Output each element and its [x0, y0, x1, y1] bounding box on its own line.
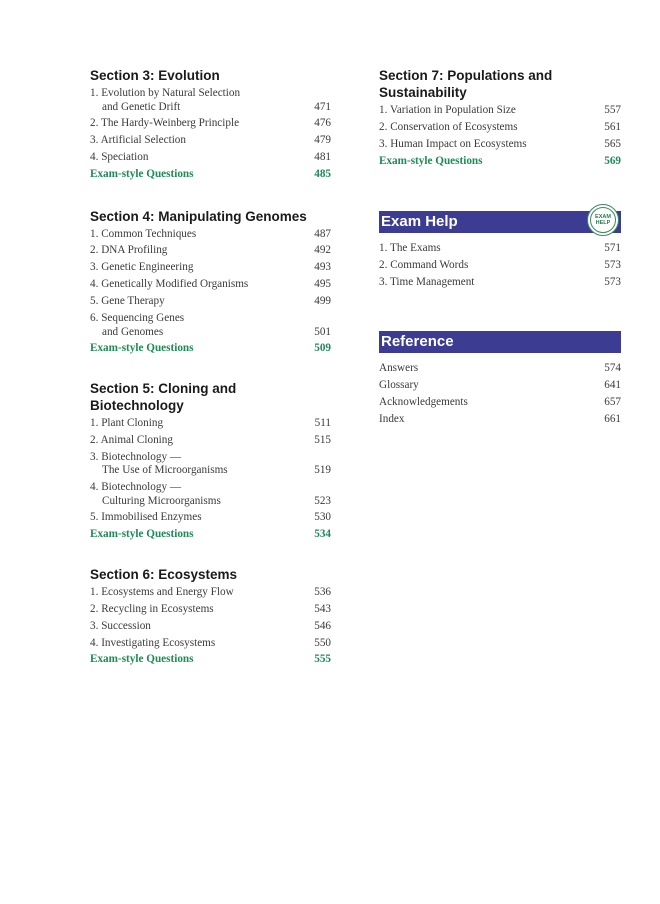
toc-entry[interactable]	[379, 242, 621, 256]
section-title-line1: Section 5: Cloning and	[90, 380, 237, 396]
section-title	[90, 380, 331, 414]
toc-entry[interactable]	[90, 603, 331, 617]
entry-label: Exam-style Questions	[90, 168, 194, 181]
section-5	[90, 380, 331, 542]
toc-entry[interactable]	[90, 151, 331, 165]
entry-label: 1. Evolution by Natural Selection	[90, 87, 241, 99]
page-number: 509	[314, 342, 331, 355]
page-number: 523	[314, 494, 331, 507]
badge-text-line1: EXAM	[595, 214, 611, 221]
page-number: 536	[314, 585, 331, 598]
page-number: 481	[314, 151, 331, 164]
entry-label: 6. Sequencing Genes	[90, 312, 185, 325]
entry-label: 1. The Exams	[379, 242, 441, 255]
entry-label: 2. Command Words	[379, 259, 469, 272]
toc-entry[interactable]	[90, 278, 331, 292]
entry-label: 2. Recycling in Ecosystems	[90, 602, 214, 615]
entry-label: 3. Succession	[90, 619, 151, 632]
entry-label: Index	[379, 413, 405, 426]
exam-help-badge-icon	[587, 204, 619, 236]
section-6	[90, 566, 331, 667]
entry-label: 1. Variation in Population Size	[379, 104, 516, 116]
entry-label: 3. Artificial Selection	[90, 134, 186, 147]
page-number: 471	[314, 100, 331, 113]
exam-questions-entry[interactable]	[90, 528, 331, 542]
exam-questions-entry[interactable]	[90, 653, 331, 667]
page-number: 543	[314, 602, 331, 615]
exam-help-section	[379, 211, 621, 289]
page-number: 530	[314, 511, 331, 524]
entry-label: Exam-style Questions	[90, 528, 194, 541]
entry-label-cont: Culturing Microorganisms	[102, 494, 221, 507]
entry-label: Exam-style Questions	[90, 653, 194, 666]
reference-section	[379, 331, 621, 426]
entry-label: 4. Genetically Modified Organisms	[90, 278, 249, 291]
toc-entry[interactable]	[379, 138, 621, 152]
section-title	[379, 67, 621, 101]
page-number: 515	[314, 433, 331, 446]
entry-label: 3. Human Impact on Ecosystems	[379, 137, 527, 150]
toc-entry[interactable]	[379, 379, 621, 393]
entry-label: 5. Immobilised Enzymes	[90, 511, 202, 524]
page-number: 499	[314, 295, 331, 308]
page-number: 657	[604, 396, 621, 409]
entry-label-cont: and Genomes	[102, 325, 164, 338]
badge-text-line2: HELP	[595, 220, 611, 227]
page-number: 573	[604, 259, 621, 272]
entry-label: 2. The Hardy-Weinberg Principle	[90, 117, 240, 130]
page-number: 501	[314, 325, 331, 338]
entry-label: 4. Biotechnology —	[90, 481, 182, 494]
section-title: Section 4: Manipulating Genomes	[90, 208, 307, 224]
toc-entry[interactable]	[379, 362, 621, 376]
page-number: 546	[314, 619, 331, 632]
page-number: 557	[604, 104, 621, 116]
entry-label: 3. Time Management	[379, 275, 475, 288]
toc-entry[interactable]	[379, 121, 621, 135]
page-number: 492	[314, 244, 331, 257]
reference-banner	[379, 331, 621, 353]
banner-title: Exam Help	[381, 213, 458, 231]
toc-entry[interactable]	[90, 228, 331, 242]
entry-label: 2. Animal Cloning	[90, 433, 173, 446]
page-number: 569	[604, 154, 621, 167]
toc-entry[interactable]	[90, 434, 331, 448]
toc-entry[interactable]	[90, 637, 331, 651]
toc-entry[interactable]	[90, 244, 331, 258]
exam-questions-entry[interactable]	[379, 155, 621, 169]
toc-entry[interactable]	[90, 511, 331, 525]
entry-label: 3. Biotechnology —	[90, 450, 182, 463]
left-column	[90, 67, 331, 670]
toc-entry[interactable]	[90, 312, 331, 339]
entry-label: 1. Ecosystems and Energy Flow	[90, 585, 234, 598]
page-number: 476	[314, 117, 331, 130]
page-number: 573	[604, 275, 621, 288]
page-number: 487	[314, 227, 331, 240]
entry-label: Glossary	[379, 379, 419, 392]
page-number: 485	[314, 168, 331, 181]
entry-label: 5. Gene Therapy	[90, 295, 165, 308]
exam-help-banner	[379, 211, 621, 233]
toc-entry[interactable]	[90, 620, 331, 634]
page-number: 495	[314, 278, 331, 291]
page-number: 565	[604, 137, 621, 150]
page-number: 574	[604, 362, 621, 375]
entry-label: 3. Genetic Engineering	[90, 261, 194, 274]
toc-entry[interactable]	[90, 87, 331, 114]
entry-label: Exam-style Questions	[379, 154, 483, 167]
entry-label: 2. Conservation of Ecosystems	[379, 120, 518, 133]
section-title: Section 6: Ecosystems	[90, 566, 238, 582]
toc-entry[interactable]	[379, 104, 621, 118]
toc-entry[interactable]	[90, 261, 331, 275]
section-3	[90, 67, 331, 182]
entry-label: 1. Plant Cloning	[90, 416, 164, 429]
entry-label: 2. DNA Profiling	[90, 244, 168, 257]
entry-label-cont: The Use of Microorganisms	[102, 464, 228, 477]
toc-entry[interactable]	[90, 117, 331, 131]
section-title-line2: Biotechnology	[90, 397, 184, 413]
page-number: 519	[314, 464, 331, 477]
page-number: 661	[604, 413, 621, 426]
page-number: 479	[314, 134, 331, 147]
toc-entry[interactable]	[90, 586, 331, 600]
toc-entry[interactable]	[379, 396, 621, 410]
exam-questions-entry[interactable]	[90, 168, 331, 182]
toc-entry[interactable]	[90, 481, 331, 508]
page-number: 555	[314, 653, 331, 666]
toc-entry[interactable]	[90, 295, 331, 309]
entry-label-cont: and Genetic Drift	[102, 100, 181, 113]
entry-label: Acknowledgements	[379, 396, 468, 409]
section-title-line1: Section 7: Populations and	[379, 68, 553, 83]
page-number: 493	[314, 261, 331, 274]
toc-entry[interactable]	[90, 417, 331, 431]
section-4	[90, 208, 331, 356]
exam-questions-entry[interactable]	[90, 342, 331, 356]
toc-entry[interactable]	[379, 413, 621, 427]
page-number: 550	[314, 636, 331, 649]
page-number: 641	[604, 379, 621, 392]
entry-label: Answers	[379, 362, 419, 375]
toc-entry[interactable]	[90, 134, 331, 148]
page-number: 571	[604, 242, 621, 255]
section-title-line2: Sustainability	[379, 85, 467, 100]
page-number: 561	[604, 120, 621, 133]
entry-label: 4. Investigating Ecosystems	[90, 636, 216, 649]
right-column	[379, 67, 621, 430]
page-number: 511	[314, 416, 331, 429]
section-7	[379, 67, 621, 168]
toc-entry[interactable]	[379, 276, 621, 290]
toc-entry[interactable]	[90, 451, 331, 478]
section-title: Section 3: Evolution	[90, 68, 220, 83]
entry-label: 4. Speciation	[90, 151, 149, 164]
entry-label: Exam-style Questions	[90, 342, 194, 355]
page-number: 534	[314, 528, 331, 541]
banner-title: Reference	[381, 333, 454, 351]
entry-label: 1. Common Techniques	[90, 227, 197, 240]
toc-entry[interactable]	[379, 259, 621, 273]
